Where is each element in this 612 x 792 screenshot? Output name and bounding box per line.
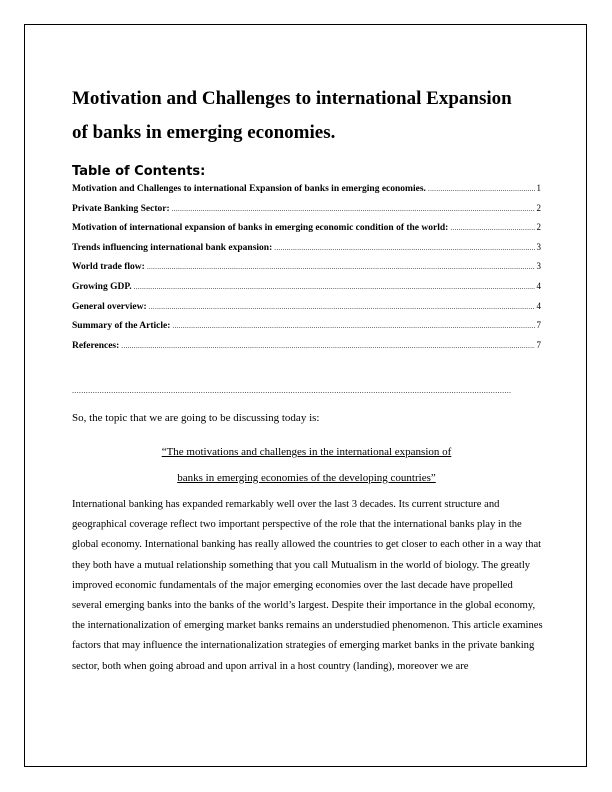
toc-leader-dots <box>134 282 535 291</box>
toc-entry-page: 7 <box>536 339 541 350</box>
quote-line-1: “The motivations and challenges in the international expansion of <box>161 446 452 458</box>
toc-entry-page: 4 <box>536 300 541 311</box>
toc-leader-dots <box>172 321 534 330</box>
toc-entry[interactable] <box>72 281 541 301</box>
body-paragraph: International banking has expanded remarkably well over the last 3 decades. Its current structure and geographical coverage reflect two important perspective of the role that the international banks play in the global economy. International banking has really allowed the countries to get closer to each other in a way that they both have a mutual relationship something that you call Mutualism in the world of biology. The greatly improved economic fundamentals of the major emerging economies over the last decade have propelled several emerging banks into the banks of the world’s largest. Despite their importance in the global economy, the internationalization of emerging market banks remains an understudied phenomenon. This article examines factors that may influence the internationalization strategies of emerging market banks in the private banking sector, both when going abroad and upon arrival in a host country (landing), moreover we are <box>72 499 543 672</box>
toc-leader-dots <box>274 243 534 252</box>
toc-entry-title[interactable]: Growing GDP. <box>72 281 132 292</box>
toc-leader-dots <box>428 184 535 193</box>
topic-quote <box>72 439 541 491</box>
toc-leader-dots <box>121 341 534 350</box>
toc-entry-title[interactable]: Trends influencing international bank expansion: <box>72 242 273 253</box>
toc-heading: Table of Contents: <box>72 164 206 179</box>
toc-leader-dots <box>147 262 535 271</box>
toc-entry-title[interactable]: References: <box>72 340 120 351</box>
toc-entry-page: 2 <box>536 222 541 233</box>
toc-leader-dots <box>149 302 535 311</box>
toc-leader-dots <box>172 204 535 213</box>
document-title <box>72 82 552 150</box>
toc-entry-title[interactable]: General overview: <box>72 301 147 312</box>
toc-entry[interactable] <box>72 261 541 281</box>
toc-entry[interactable] <box>72 203 541 223</box>
toc-entry-page: 2 <box>536 202 541 213</box>
toc-entry-title[interactable]: Motivation of international expansion of banks in emerging economic condition of the world: <box>72 223 449 234</box>
toc-entry-page: 1 <box>536 183 541 193</box>
toc-entry[interactable] <box>72 222 541 242</box>
dotted-separator <box>72 386 541 395</box>
title-line-2: of banks in emerging economies. <box>72 122 336 143</box>
toc-entry[interactable] <box>72 183 541 203</box>
toc-entry[interactable] <box>72 301 541 321</box>
title-line-1: Motivation and Challenges to international Expansion <box>72 88 512 109</box>
quote-line-2: banks in emerging economies of the developing countries” <box>177 472 436 484</box>
toc-entry-page: 7 <box>536 320 541 331</box>
toc-entry-page: 3 <box>536 241 541 252</box>
intro-paragraph: So, the topic that we are going to be discussing today is: <box>72 412 320 424</box>
toc-entry-title[interactable]: Summary of the Article: <box>72 321 171 332</box>
toc-entry-title[interactable]: Private Banking Sector: <box>72 203 170 214</box>
toc-entry-title[interactable]: World trade flow: <box>72 262 145 273</box>
toc-leader-dots <box>450 223 534 232</box>
toc-entry-page: 4 <box>536 280 541 291</box>
table-of-contents <box>72 183 541 359</box>
toc-entry[interactable] <box>72 242 541 262</box>
toc-entry-title[interactable]: Motivation and Challenges to international Expansion of banks in emerging economies. <box>72 184 426 194</box>
toc-entry[interactable] <box>72 340 541 360</box>
toc-entry[interactable] <box>72 320 541 340</box>
toc-entry-page: 3 <box>536 261 541 272</box>
